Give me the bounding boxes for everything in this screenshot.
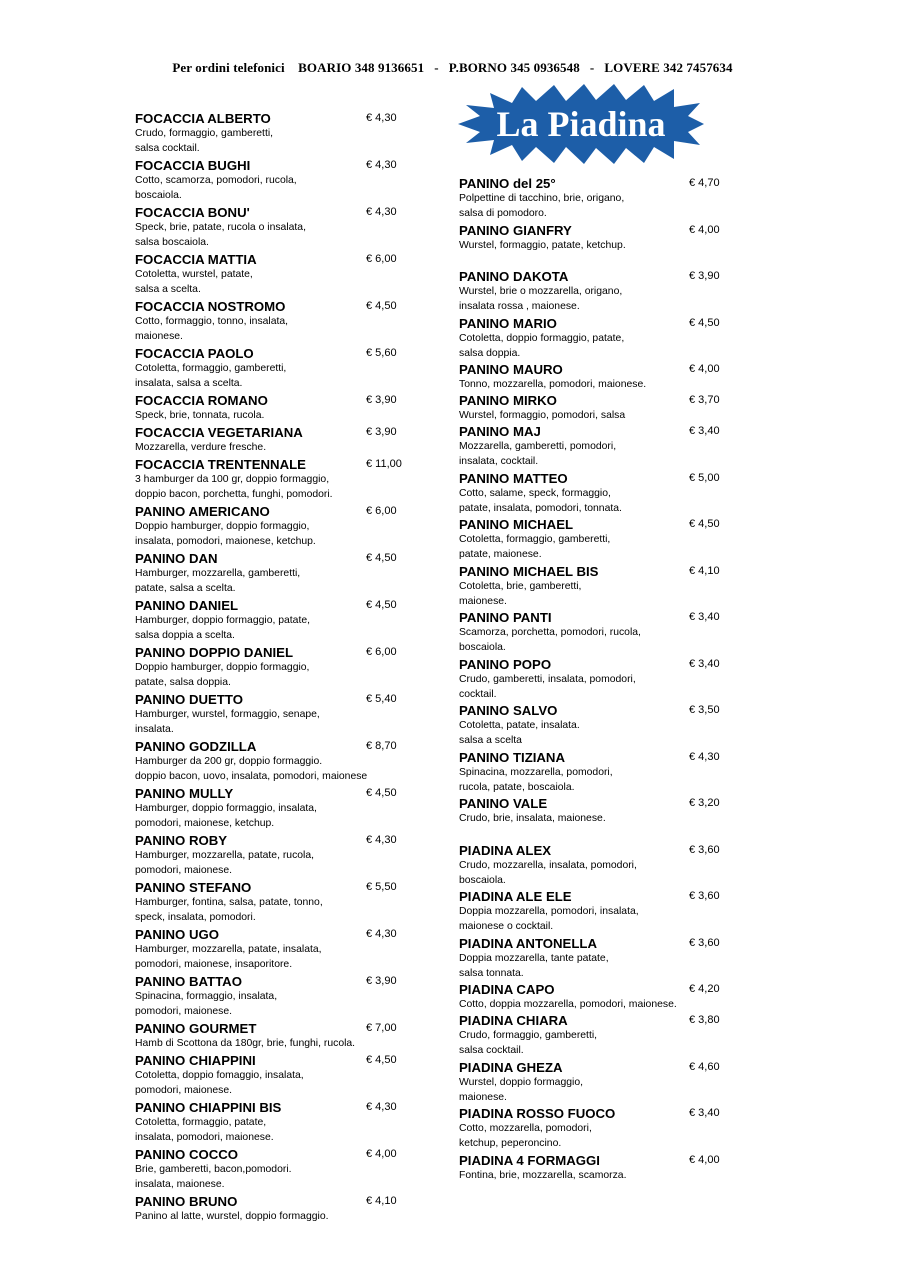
menu-item-price: € 5,60	[366, 347, 397, 359]
menu-item	[135, 1100, 425, 1147]
menu-item-description: insalata, pomodori, maionese.	[135, 1132, 274, 1143]
header-separator: -	[434, 60, 439, 75]
menu-item-name: PANINO MULLY	[135, 786, 234, 801]
menu-item-description: Cotoletta, formaggio, gamberetti,	[135, 363, 287, 374]
menu-item	[459, 223, 739, 270]
menu-item	[459, 936, 739, 983]
menu-item-description: salsa a scelta.	[135, 284, 201, 295]
menu-item-description: Crudo, mozzarella, insalata, pomodori,	[459, 859, 637, 871]
menu-item	[135, 927, 425, 974]
menu-item-description: Doppia mozzarella, tante patate,	[459, 952, 609, 964]
menu-item-name: PIADINA ALEX	[459, 842, 552, 858]
menu-item-price: € 5,50	[366, 881, 397, 893]
menu-item-name: PANINO ROBY	[135, 833, 228, 848]
menu-item	[459, 393, 739, 424]
menu-item-price: € 3,40	[689, 425, 720, 437]
menu-item-name: PANINO SALVO	[459, 703, 558, 718]
menu-item-name: PANINO GODZILLA	[135, 739, 257, 754]
menu-item-description: Cotoletta, formaggio, patate,	[135, 1117, 267, 1128]
header-separator: -	[589, 60, 595, 75]
menu-item-description: Spinacina, mozzarella, pomodori,	[459, 766, 613, 778]
menu-item-description: pomodori, maionese.	[135, 1006, 233, 1017]
la-piadina-logo	[456, 81, 706, 167]
menu-item-name: FOCACCIA BONU'	[135, 205, 250, 220]
menu-item-price: € 4,60	[689, 1060, 720, 1073]
menu-item	[135, 598, 425, 645]
menu-item-description: pomodori, maionese.	[135, 865, 233, 876]
menu-item-price: € 4,70	[689, 177, 720, 189]
menu-item-description: Hamburger, mozzarella, patate, insalata,	[135, 944, 322, 955]
menu-item-price: € 4,30	[689, 750, 720, 763]
menu-item	[459, 564, 739, 611]
menu-item	[459, 982, 739, 1013]
menu-item-price: € 4,00	[689, 363, 720, 375]
menu-item-price: € 4,30	[366, 159, 397, 171]
menu-item	[459, 424, 739, 471]
menu-item-description: Hamburger, doppio formaggio, insalata,	[135, 803, 317, 814]
menu-item-description: insalata.	[135, 724, 174, 735]
menu-item-description: boscaiola.	[459, 642, 506, 653]
menu-item-description: boscaiola.	[459, 874, 506, 886]
menu-item-price: € 3,40	[689, 1107, 720, 1119]
menu-item-description: Hamburger, fontina, salsa, patate, tonno,	[135, 897, 323, 908]
menu-item-name: FOCACCIA NOSTROMO	[135, 299, 286, 314]
menu-item-description: Crudo, gamberetti, insalata, pomodori,	[459, 673, 636, 685]
menu-item-price: € 3,90	[366, 975, 397, 987]
menu-item-name: PANINO STEFANO	[135, 880, 252, 895]
menu-item-description	[459, 253, 739, 268]
menu-item-price: € 3,50	[689, 704, 720, 716]
menu-item-description: Crudo, brie, insalata, maionese.	[459, 813, 606, 824]
menu-item-price: € 6,00	[366, 253, 397, 265]
menu-item-price: € 4,20	[689, 983, 720, 995]
menu-item-description: Scamorza, porchetta, pomodori, rucola,	[459, 627, 641, 638]
menu-item	[135, 645, 425, 692]
menu-item-name: PIADINA GHEZA	[459, 1059, 563, 1075]
menu-item	[135, 425, 425, 457]
menu-item-price: € 4,50	[689, 518, 720, 530]
menu-item-description: maionese o cocktail.	[459, 921, 554, 932]
menu-item-name: PIADINA 4 FORMAGGI	[459, 1152, 600, 1168]
menu-item-price: € 4,00	[689, 223, 720, 236]
menu-item-price: € 7,00	[366, 1022, 397, 1034]
menu-item-description: Cotoletta, formaggio, gamberetti,	[459, 534, 611, 545]
menu-item	[459, 517, 739, 564]
menu-item-name: PANINO MAJ	[459, 424, 541, 439]
menu-item	[459, 610, 739, 657]
menu-item	[459, 1153, 739, 1184]
menu-item-description: salsa tonnata.	[459, 967, 524, 979]
menu-item-description: patate, salsa doppia.	[135, 677, 231, 688]
menu-item	[135, 299, 425, 346]
menu-item-description: Doppio hamburger, doppio formaggio,	[135, 662, 310, 673]
menu-item-description: Cotto, formaggio, tonno, insalata,	[135, 316, 289, 327]
menu-item-description: ketchup, peperoncino.	[459, 1138, 562, 1149]
menu-item-description: Hamburger, doppio formaggio, patate,	[135, 615, 311, 626]
menu-item-description: doppio bacon, uovo, insalata, pomodori, maionese	[135, 771, 368, 782]
menu-item-price: € 4,10	[689, 564, 720, 577]
menu-item-description: salsa cocktail.	[459, 1045, 524, 1056]
menu-item	[459, 889, 739, 936]
menu-item-name: PANINO COCCO	[135, 1147, 239, 1162]
menu-item-description: Cotoletta, patate, insalata.	[459, 720, 580, 731]
menu-item-price: € 4,50	[366, 599, 397, 611]
menu-item-description: Crudo, formaggio, gamberetti,	[135, 128, 274, 139]
menu-item-description: Cotoletta, doppio fomaggio, insalata,	[135, 1070, 304, 1081]
menu-item-price: € 3,60	[689, 843, 720, 856]
menu-item-description: Mozzarella, verdure fresche.	[135, 442, 267, 453]
menu-item-name: FOCACCIA TRENTENNALE	[135, 457, 306, 472]
menu-item-name: FOCACCIA VEGETARIANA	[135, 425, 303, 440]
menu-item	[459, 176, 739, 223]
menu-item-description: Wurstel, brie o mozzarella, origano,	[459, 286, 623, 297]
menu-item-name: FOCACCIA MATTIA	[135, 252, 257, 267]
menu-item-description: rucola, patate, boscaiola.	[459, 781, 575, 793]
menu-item	[459, 471, 739, 518]
menu-item-name: PANINO DANIEL	[135, 598, 239, 613]
menu-item-name: PANINO GOURMET	[135, 1021, 257, 1036]
menu-item	[135, 1021, 425, 1053]
menu-item-description: Wurstel, formaggio, patate, ketchup.	[459, 239, 626, 251]
menu-item-description: salsa cocktail.	[135, 143, 200, 154]
menu-item-price: € 4,30	[366, 206, 397, 218]
menu-item-description: 3 hamburger da 100 gr, doppio formaggio,	[135, 474, 330, 485]
menu-item-name: PANINO MICHAEL BIS	[459, 563, 599, 579]
menu-item	[459, 1013, 739, 1060]
menu-item-description: salsa di pomodoro.	[459, 208, 547, 219]
menu-item-description: Cotto, scamorza, pomodori, rucola,	[135, 175, 297, 186]
menu-item-description: Mozzarella, gamberetti, pomodori,	[459, 441, 617, 452]
menu-item-description	[459, 826, 739, 841]
menu-item	[135, 1194, 425, 1226]
menu-item-name: PANINO AMERICANO	[135, 504, 270, 519]
menu-item	[135, 393, 425, 425]
menu-item	[459, 750, 739, 797]
menu-item-description: salsa doppia.	[459, 347, 521, 359]
menu-item-description: pomodori, maionese, insaporitore.	[135, 959, 293, 970]
menu-item-description: Hamburger, mozzarella, patate, rucola,	[135, 850, 315, 861]
menu-item	[459, 703, 739, 750]
menu-item	[459, 796, 739, 843]
menu-item	[135, 1147, 425, 1194]
menu-item-price: € 4,30	[366, 928, 397, 940]
menu-item-description: patate, maionese.	[459, 549, 542, 560]
menu-item-name: FOCACCIA ALBERTO	[135, 111, 271, 126]
menu-item-description: Cotto, mozzarella, pomodori,	[459, 1123, 592, 1134]
menu-item	[135, 346, 425, 393]
menu-item-description: Hamburger da 200 gr, doppio formaggio.	[135, 756, 323, 767]
menu-item-description: boscaiola.	[135, 190, 182, 201]
menu-item-description: Speck, brie, patate, rucola o insalata,	[135, 222, 306, 233]
menu-item-description: insalata, cocktail.	[459, 456, 539, 467]
menu-item-price: € 3,40	[689, 611, 720, 623]
menu-item-name: PANINO DAKOTA	[459, 269, 569, 284]
menu-item-price: € 8,70	[366, 740, 397, 752]
menu-item-description: salsa boscaiola.	[135, 237, 209, 248]
menu-item-price: € 4,00	[689, 1153, 720, 1166]
menu-item-price: € 3,90	[366, 426, 397, 438]
menu-item-description: Cotto, salame, speck, formaggio,	[459, 487, 611, 499]
menu-item-description: doppio bacon, porchetta, funghi, pomodori.	[135, 489, 333, 500]
menu-item-name: PANINO DAN	[135, 551, 218, 566]
menu-item-name: PANINO POPO	[459, 656, 552, 672]
menu-item-price: € 4,50	[689, 316, 720, 329]
menu-item-price: € 4,30	[366, 834, 397, 846]
menu-item-name: PANINO VALE	[459, 796, 548, 811]
menu-item	[459, 362, 739, 393]
menu-item	[135, 692, 425, 739]
menu-item-description: Hamb di Scottona da 180gr, brie, funghi, rucola.	[135, 1038, 356, 1049]
menu-item-description: maionese.	[459, 1091, 507, 1103]
menu-item	[135, 158, 425, 205]
menu-item	[459, 269, 739, 316]
menu-item	[459, 1106, 739, 1153]
menu-item-price: € 3,90	[366, 394, 397, 406]
menu-item-name: PANINO del 25°	[459, 176, 556, 191]
menu-item	[135, 833, 425, 880]
menu-item-price: € 6,00	[366, 646, 397, 658]
menu-item-description: Polpettine di tacchino, brie, origano,	[459, 193, 625, 204]
menu-item	[135, 786, 425, 833]
menu-item-name: PANINO CHIAPPINI BIS	[135, 1100, 282, 1115]
menu-item-price: € 3,60	[689, 890, 720, 902]
phone-borno[interactable]: P.BORNO 345 0936548	[448, 60, 580, 75]
menu-item-name: FOCACCIA BUGHI	[135, 158, 251, 173]
menu-item-description: Cotoletta, brie, gamberetti,	[459, 580, 582, 592]
menu-item	[459, 657, 739, 704]
menu-column-left	[135, 111, 425, 1226]
menu-item-name: PANINO DOPPIO DANIEL	[135, 645, 294, 660]
menu-item-name: FOCACCIA PAOLO	[135, 346, 254, 361]
menu-item-description: Cotoletta, doppio formaggio, patate,	[459, 332, 625, 344]
menu-item-description: Wurstel, formaggio, pomodori, salsa	[459, 410, 626, 421]
menu-item-name: PANINO BATTAO	[135, 974, 242, 989]
menu-item-price: € 4,30	[366, 1101, 397, 1113]
menu-item-description: Spinacina, formaggio, insalata,	[135, 991, 278, 1002]
menu-item-name: PANINO CHIAPPINI	[135, 1053, 256, 1068]
menu-item-description: Cotoletta, wurstel, patate,	[135, 269, 253, 280]
menu-item-description: Fontina, brie, mozzarella, scamorza.	[459, 1169, 627, 1181]
menu-item-name: PANINO MIRKO	[459, 393, 557, 408]
menu-item-price: € 4,30	[366, 112, 397, 124]
menu-item-description: maionese.	[459, 595, 507, 607]
menu-item-description: insalata, pomodori, maionese, ketchup.	[135, 536, 316, 547]
menu-item-name: PANINO DUETTO	[135, 692, 243, 707]
menu-item-description: Panino al latte, wurstel, doppio formaggio.	[135, 1211, 329, 1222]
menu-item-description: pomodori, maionese.	[135, 1085, 233, 1096]
menu-item-description: salsa doppia a scelta.	[135, 630, 235, 641]
menu-item-name: PIADINA ROSSO FUOCO	[459, 1106, 616, 1121]
phone-boario[interactable]: BOARIO 348 9136651	[298, 60, 425, 75]
phone-order-header	[0, 60, 905, 76]
menu-item-price: € 4,50	[366, 300, 397, 312]
menu-item-description: patate, salsa a scelta.	[135, 583, 236, 594]
menu-item-price: € 3,80	[689, 1014, 720, 1026]
menu-item-price: € 5,40	[366, 693, 397, 705]
menu-item	[135, 205, 425, 252]
menu-item-description: Tonno, mozzarella, pomodori, maionese.	[459, 379, 647, 390]
menu-item-name: PANINO MARIO	[459, 315, 557, 331]
menu-item-description: maionese.	[135, 331, 183, 342]
menu-item	[135, 551, 425, 598]
menu-item-description: Wurstel, doppio formaggio,	[459, 1076, 583, 1088]
menu-item-price: € 5,00	[689, 471, 720, 484]
menu-item-description: Hamburger, mozzarella, gamberetti,	[135, 568, 301, 579]
menu-item-name: PIADINA ANTONELLA	[459, 935, 597, 951]
menu-item-name: PANINO MICHAEL	[459, 517, 574, 532]
header-prefix: Per ordini telefonici	[172, 60, 285, 75]
menu-item-price: € 3,40	[689, 657, 720, 670]
menu-item-name: FOCACCIA ROMANO	[135, 393, 268, 408]
menu-item-name: PIADINA CAPO	[459, 982, 555, 997]
menu-item-description: Brie, gamberetti, bacon,pomodori.	[135, 1164, 292, 1175]
menu-item-description: Hamburger, wurstel, formaggio, senape,	[135, 709, 320, 720]
menu-item-price: € 3,60	[689, 936, 720, 949]
menu-item-price: € 4,50	[366, 552, 397, 564]
menu-item-description: Doppia mozzarella, pomodori, insalata,	[459, 906, 639, 917]
menu-item-name: PANINO UGO	[135, 927, 220, 942]
menu-item-description: Doppio hamburger, doppio formaggio,	[135, 521, 310, 532]
menu-item-price: € 3,20	[689, 797, 720, 809]
menu-item-name: PIADINA CHIARA	[459, 1013, 568, 1028]
menu-item-price: € 6,00	[366, 505, 397, 517]
menu-item-name: PIADINA ALE ELE	[459, 889, 572, 904]
menu-item-description: speck, insalata, pomodori.	[135, 912, 256, 923]
menu-column-right	[459, 176, 739, 1184]
menu-item-price: € 11,00	[366, 458, 402, 470]
menu-item	[135, 880, 425, 927]
menu-item-price: € 4,00	[366, 1148, 397, 1160]
menu-item-price: € 4,50	[366, 787, 397, 799]
menu-item-description: patate, insalata, pomodori, tonnata.	[459, 502, 622, 514]
menu-item-name: PANINO GIANFRY	[459, 222, 572, 238]
menu-item-price: € 3,90	[689, 270, 720, 282]
menu-item-description: insalata, salsa a scelta.	[135, 378, 243, 389]
menu-item	[459, 1060, 739, 1107]
menu-item-description: insalata, maionese.	[135, 1179, 225, 1190]
menu-item-price: € 4,10	[366, 1195, 397, 1207]
logo-text: La Piadina	[496, 104, 666, 144]
menu-item	[135, 457, 425, 504]
menu-item-name: PANINO BRUNO	[135, 1194, 238, 1209]
menu-item-name: PANINO PANTI	[459, 610, 552, 625]
menu-item-name: PANINO MAURO	[459, 362, 563, 377]
menu-item	[459, 843, 739, 890]
menu-item-description: cocktail.	[459, 688, 497, 700]
menu-item	[135, 974, 425, 1021]
menu-item	[135, 1053, 425, 1100]
menu-item	[459, 316, 739, 363]
menu-item-description: Speck, brie, tonnata, rucola.	[135, 410, 265, 421]
menu-item-description: Crudo, formaggio, gamberetti,	[459, 1030, 598, 1041]
menu-item-price: € 4,50	[366, 1054, 397, 1066]
menu-item	[135, 111, 425, 158]
menu-item-price: € 3,70	[689, 394, 720, 406]
menu-item	[135, 252, 425, 299]
menu-item-name: PANINO TIZIANA	[459, 749, 565, 765]
menu-item-description: Cotto, doppia mozzarella, pomodori, maionese.	[459, 999, 677, 1010]
menu-item-description: pomodori, maionese, ketchup.	[135, 818, 275, 829]
menu-item-name: PANINO MATTEO	[459, 470, 568, 486]
phone-lovere[interactable]: LOVERE 342 7457634	[604, 60, 733, 75]
menu-item	[135, 739, 425, 786]
menu-item-description: insalata rossa , maionese.	[459, 301, 580, 312]
menu-item	[135, 504, 425, 551]
menu-item-description: salsa a scelta	[459, 735, 522, 746]
